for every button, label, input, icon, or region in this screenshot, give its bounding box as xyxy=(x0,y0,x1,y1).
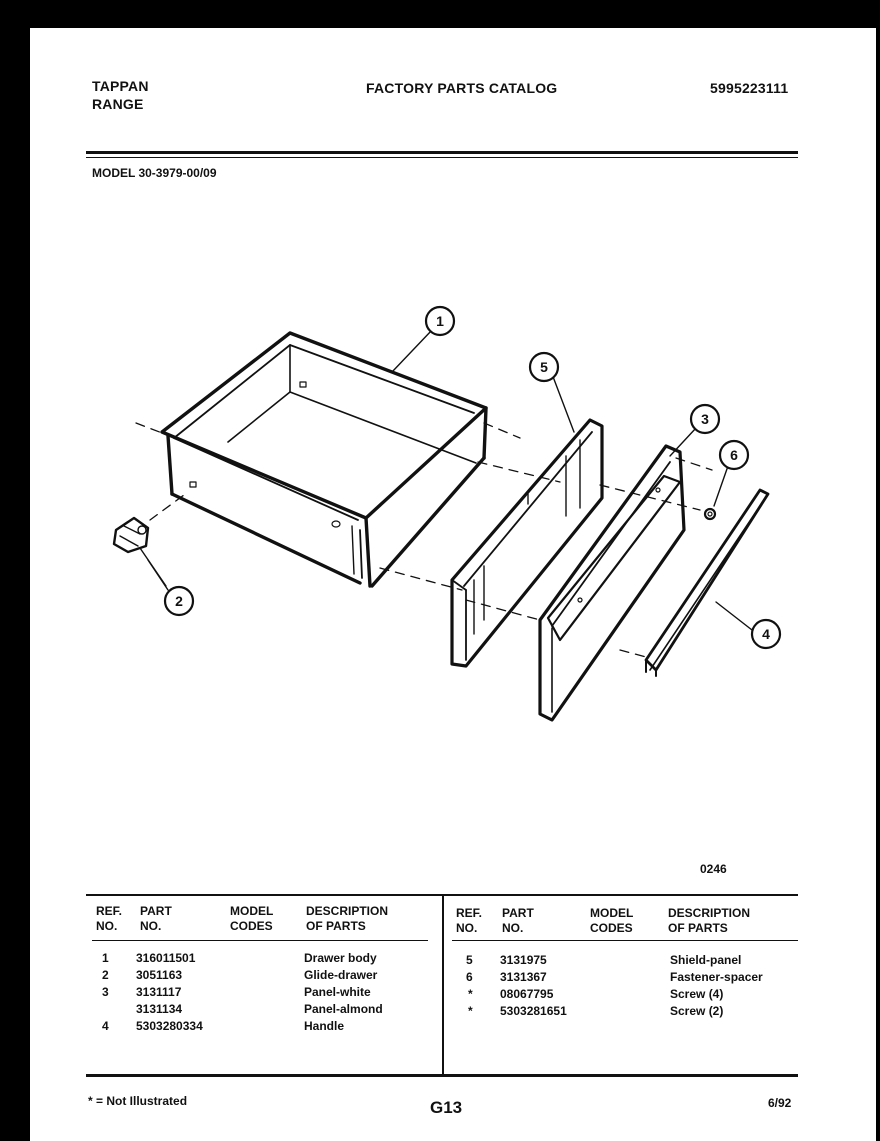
model-number: MODEL 30-3979-00/09 xyxy=(92,166,217,180)
illustration-code: 0246 xyxy=(700,862,727,876)
callout-5 xyxy=(530,353,558,381)
svg-text:4: 4 xyxy=(762,626,770,642)
brand-line-2: RANGE xyxy=(92,96,144,112)
svg-text:1: 1 xyxy=(436,313,444,329)
page-number: G13 xyxy=(430,1098,463,1117)
table-row xyxy=(0,952,800,969)
parts-list-right xyxy=(0,952,800,1020)
table-header-rule-right xyxy=(452,940,798,941)
revision-date: 6/92 xyxy=(768,1096,792,1110)
col-part-right: PART NO. xyxy=(502,906,534,935)
part-no: 3131975 xyxy=(500,953,547,967)
col-desc-left: DESCRIPTION OF PARTS xyxy=(306,904,389,933)
part-no: 3131367 xyxy=(500,970,547,984)
page-title: FACTORY PARTS CATALOG xyxy=(366,80,558,96)
svg-text:5: 5 xyxy=(540,359,548,375)
table-header-rule-left xyxy=(92,940,428,941)
part-no: 316011501 xyxy=(136,951,196,965)
svg-text:3: 3 xyxy=(701,411,709,427)
part-no: 3131134 xyxy=(136,1002,183,1016)
ref-no: 2 xyxy=(102,968,109,982)
front-panel-part xyxy=(540,446,684,720)
ref-no: 6 xyxy=(466,970,473,984)
callout-1 xyxy=(426,307,454,335)
description: Panel-almond xyxy=(304,1002,383,1016)
col-model-right: MODEL CODES xyxy=(590,906,634,935)
callout-3 xyxy=(691,405,719,433)
table-row xyxy=(0,969,800,986)
svg-text:6: 6 xyxy=(730,447,738,463)
callout-6 xyxy=(720,441,748,469)
col-ref-left: REF. NO. xyxy=(96,904,123,933)
callout-4 xyxy=(752,620,780,648)
drawer-body-part xyxy=(162,333,486,586)
col-desc-right: DESCRIPTION OF PARTS xyxy=(668,906,751,935)
col-model-left: MODEL CODES xyxy=(230,904,274,933)
footnote: * = Not Illustrated xyxy=(88,1094,188,1108)
ref-no: * xyxy=(468,987,473,1001)
fastener-spacer-part xyxy=(705,509,715,519)
shield-panel-part xyxy=(452,420,602,666)
ref-no: 3 xyxy=(102,985,109,999)
col-part-left: PART NO. xyxy=(140,904,172,933)
brand-line-1: TAPPAN xyxy=(92,78,149,94)
part-no: 08067795 xyxy=(500,987,554,1001)
part-no: 3131117 xyxy=(136,985,182,999)
callout-2 xyxy=(165,587,193,615)
table-bottom-rule xyxy=(86,1074,798,1077)
part-no: 3051163 xyxy=(136,968,183,982)
table-row xyxy=(0,1018,440,1035)
description: Shield-panel xyxy=(670,953,742,967)
catalog-number: 5995223111 xyxy=(710,80,789,96)
table-row xyxy=(0,1003,800,1020)
part-no: 5303281651 xyxy=(500,1004,567,1018)
description: Screw (2) xyxy=(670,1004,724,1018)
description: Glide-drawer xyxy=(304,968,378,982)
col-ref-right: REF. NO. xyxy=(456,906,483,935)
description: Handle xyxy=(304,1019,345,1033)
description: Screw (4) xyxy=(670,987,724,1001)
description: Panel-white xyxy=(304,985,371,999)
ref-no: * xyxy=(468,1004,473,1018)
description: Drawer body xyxy=(304,951,377,965)
description: Fastener-spacer xyxy=(670,970,763,984)
ref-no: 5 xyxy=(466,953,473,967)
ref-no: 4 xyxy=(102,1019,109,1033)
svg-text:2: 2 xyxy=(175,593,183,609)
part-no: 5303280334 xyxy=(136,1019,203,1033)
ref-no: 1 xyxy=(102,951,109,965)
table-row xyxy=(0,986,800,1003)
